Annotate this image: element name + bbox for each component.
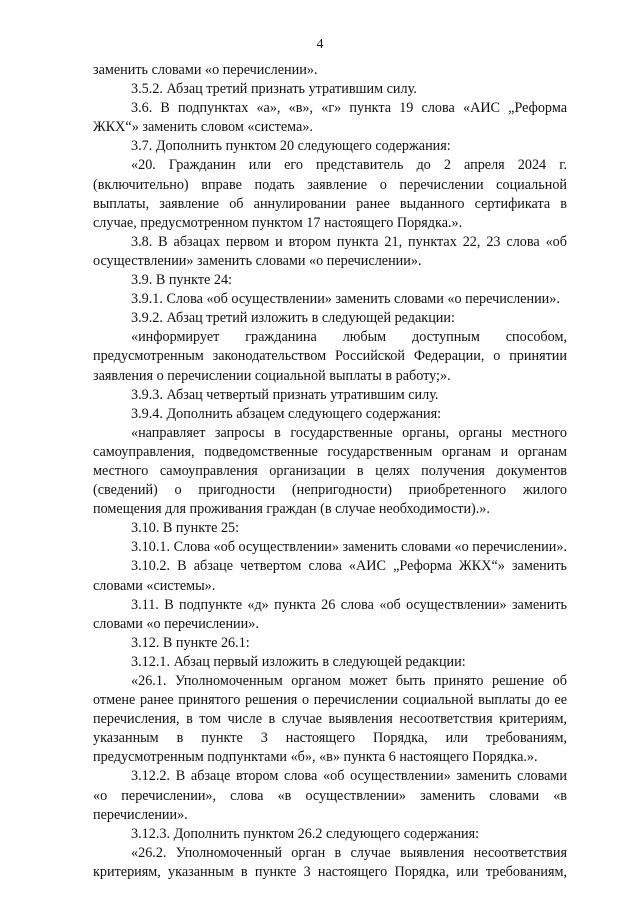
quoted-requests-text: «направляет запросы в государственные органы, органы местного самоуправления, подведомственные государственным органам и органам местного самоуправления организации в целях получения документов (сведений) о пригодности (непригодности) приобретенного жилого помещения для проживания граждан (в случае необходимости).». [93, 424, 567, 518]
paragraph-3-9: 3.9. В пункте 24: [131, 272, 232, 289]
paragraph-3-6: 3.6. В подпунктах «а», «в», «г» пункта 19 слова «АИС „Реформа ЖКХ“» заменить словом «система». [93, 100, 567, 136]
document-body [93, 61, 567, 882]
paragraph-3-10-1: 3.10.1. Слова «об осуществлении» заменить словами «о перечислении». [131, 539, 567, 556]
paragraph-3-9-1: 3.9.1. Слова «об осуществлении» заменить словами «о перечислении». [131, 291, 560, 308]
paragraph-3-9-4: 3.9.4. Дополнить абзацем следующего содержания: [131, 405, 442, 422]
paragraph-3-8: 3.8. В абзацах первом и втором пункта 21, пунктах 22, 23 слова «об осуществлении» заменить словами «о перечислении». [93, 233, 567, 269]
quoted-point-26-2: «26.2. Уполномоченный орган в случае выявления несоответствия критериям, указанным в пункте 3 настоящего Порядка, или требованиям, [93, 844, 567, 880]
paragraph-3-12-1: 3.12.1. Абзац первый изложить в следующей редакции: [131, 653, 466, 670]
page-number: 4 [316, 37, 324, 52]
paragraph-3-12-2: 3.12.2. В абзаце втором слова «об осуществлении» заменить словами «о перечислении», слова «в осуществлении» заменить словами «в перечислении». [93, 768, 567, 823]
quoted-informs-text: «информирует гражданина любым доступным способом, предусмотренным законодательством Российской Федерации, о принятии заявления о перечислении социальной выплаты в работу;». [93, 329, 567, 384]
paragraph-3-12-3: 3.12.3. Дополнить пунктом 26.2 следующего содержания: [131, 825, 480, 842]
paragraph-3-9-2: 3.9.2. Абзац третий изложить в следующей редакции: [131, 310, 455, 327]
paragraph-continuation: заменить словами «о перечислении». [93, 62, 318, 78]
paragraph-3-12: 3.12. В пункте 26.1: [131, 634, 250, 651]
paragraph-3-10-2: 3.10.2. В абзаце четвертом слова «АИС „Реформа ЖКХ“» заменить словами «системы». [93, 558, 567, 594]
paragraph-3-5-2: 3.5.2. Абзац третий признать утратившим силу. [131, 81, 417, 98]
paragraph-3-7: 3.7. Дополнить пунктом 20 следующего содержания: [131, 138, 451, 155]
quoted-point-20: «20. Гражданин или его представитель до 2 апреля 2024 г. (включительно) вправе подать заявление о перечислении социальной выплаты, заявление об аннулировании ранее выданного сертификата в случае, предусмотренном пунктом 17 настоящего Порядка.». [93, 157, 567, 231]
paragraph-3-9-3: 3.9.3. Абзац четвертый признать утратившим силу. [131, 386, 439, 403]
paragraph-3-11: 3.11. В подпункте «д» пункта 26 слова «об осуществлении» заменить словами «о перечислении». [93, 596, 567, 632]
quoted-point-26-1: «26.1. Уполномоченным органом может быть принято решение об отмене ранее принятого решения о перечислении социальной выплаты до ее перечисления, в том числе в случае выявления несоответствия критериям, указанным в пункте 3 настоящего Порядка, или требованиям, предусмотренным подпунктами «б», «в» пункта 6 настоящего Порядка.». [93, 673, 567, 766]
paragraph-3-10: 3.10. В пункте 25: [131, 520, 240, 537]
